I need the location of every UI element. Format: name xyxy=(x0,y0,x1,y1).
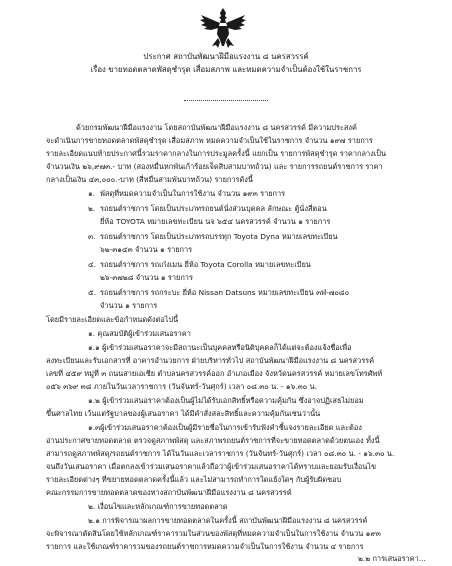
section-line: รายละเอียดต่างๆ ที่ขยายทอดตลาดครั้งนี้แล้ว และไม่สามารถทำการใดแย้งใดๆ กับผู้รับผิดชอบ xyxy=(46,475,342,484)
section-line: ลงทะเบียนและรับเอกสารที่ อาคารอำนวยการ ฝ่ายบริหารทั่วไป สถาบันพัฒนาฝีมือแรงงาน ๘ นครสวรรค์ xyxy=(46,356,375,365)
section-line: ๑.๑ ผู้เข้าร่วมเสนอราคาจะมีสถานะเป็นบุคคลหรือนิติบุคคลก็ได้แต่จะต้องแจ้งชื่อเพื่อ xyxy=(88,343,352,352)
list-item: ๕. รถยนต์ราชการ รถกระบะ ยี่ห้อ Nissan Datsuns หมายเลขทะเบียน ๓ฬ-๗๐๘๐ xyxy=(88,288,350,297)
section-line: เลขที่ ๔๕๙ หมู่ที่ ๓ ถนนสายเอเชีย ตำบลนครสวรรค์ออก อำเภอเมือง จังหวัดนครสวรรค์ หมายเลขโทรศัพท์ xyxy=(46,369,383,378)
section-line: อ่านประกาศขายทอดตลาด ตรวจดูสภาพพัสดุ และสภาพรถยนต์ราชการที่จะขายทอดตลาดด้วยตนเอง ทั้งนี้ xyxy=(46,436,380,445)
list-item: ๒. รถยนต์ราชการ โดยเป็นประเภทรถยนต์นั่งส่วนบุคคล ลักษณะ ตู้นั่งสี่ตอน xyxy=(88,204,327,213)
list-item: ๔. รถยนต์ราชการ รถเก๋งเมน ยี่ห้อ Toyota Corolla หมายเลขทะเบียน xyxy=(88,260,311,269)
announcement-title: ประกาศ สถาบันพัฒนาฝีมือแรงงาน ๘ นครสวรรค์ xyxy=(143,52,309,61)
list-item-continuation: จำนวน ๑ รายการ xyxy=(100,301,158,310)
details-intro: โดยมีรายละเอียดและข้อกำหนดดังต่อไปนี้ xyxy=(46,315,179,324)
announcement-subject: เรื่อง ขายทอดตลาดพัสดุชำรุด เสื่อมสภาพ และหมดความจำเป็นต้องใช้ในราชการ xyxy=(90,65,362,74)
section-line: ๑.๒ ผู้เข้าร่วมเสนอราคาต้องเป็นผู้ไม่ได้รับเอกสิทธิ์หรือความคุ้มกัน ซึ่งอาจปฏิเสธไม่ยอม xyxy=(88,396,364,405)
intro-line: จะดำเนินการขายทอดตลาดพัสดุชำรุด เสื่อมสภาพ หมดความจำเป็นใช้ในราชการ จำนวน ๑๙๗ รายการ xyxy=(46,136,373,145)
section-heading: ๒. เงื่อนไขและหลักเกณฑ์การขายทอดตลาด xyxy=(88,502,228,511)
continuation-marker: ๒.๒ การเสนอราคา... xyxy=(358,554,426,563)
list-item-continuation: ยี่ห้อ TOYOTA หมายเลขทะเบียน นจ ๖๕๔ นครสวรรค์ จำนวน ๑ รายการ xyxy=(100,217,331,226)
list-item: ๓. รถยนต์ราชการ โดยเป็นประเภทรถบรรทุก Toyota Dyna หมายเลขทะเบียน xyxy=(88,232,338,241)
section-line: ๐๕๖ ๓๖๙ ๓๘ ภายในวันเวลาราชการ (วันจันทร์-วันศุกร์) เวลา ๐๘.๓๐ น. - ๑๖.๓๐ น. xyxy=(46,382,317,391)
section-line: คณะกรรมการขายทอดตลาดของทางสถาบันพัฒนาฝีมือแรงงาน ๘ นครสวรรค์ xyxy=(46,488,292,497)
section-line: รายการ และใช้เกณฑ์ราคารวมของรถยนต์ราชการหมดความจำเป็นในการใช้งาน จำนวน ๔ รายการ xyxy=(46,542,364,551)
list-item-continuation: ๒๖-๓๗๒๘ จำนวน ๑ รายการ xyxy=(100,273,193,282)
list-item: ๑. พัสดุที่หมดความจำเป็นในการใช้งาน จำนวน ๑๙๓ รายการ xyxy=(88,189,286,198)
section-line: ๒.๑ การพิจารณาผลการขายทอดตลาดในครั้งนี้ สถาบันพัฒนาฝีมือแรงงาน ๘ นครสวรรค์ xyxy=(88,516,368,525)
garuda-emblem-icon xyxy=(198,4,248,50)
divider xyxy=(184,100,268,101)
intro-line: กลางเป็นเงิน ๔๓,๐๐๐.-บาท (สี่หมื่นสามพันบาทถ้วน) รายการดังนี้ xyxy=(46,175,253,184)
intro-line: รายละเอียดแนบท้ายประกาศนี้รวมราคากลางในการประมูลครั้งนี้ แยกเป็น รายการพัสดุชำรุด ราคากลางเป็น xyxy=(46,149,387,158)
section-line: ขึ้นศาลไทย เว้นแต่รัฐบาลของผู้เสนอราคา ได้มีคำสั่งสละสิทธิ์และความคุ้มกันเช่นว่านั้น xyxy=(46,409,321,418)
section-line: ๑.๓ผู้เข้าร่วมเสนอราคาต้องเป็นผู้มีรายชื่อในการเข้ารับฟังคำชี้แจงรายละเอียด และต้อง xyxy=(88,423,362,432)
section-heading: ๑. คุณสมบัติผู้เข้าร่วมเสนอราคา xyxy=(88,329,191,338)
intro-line: จำนวนเงิน ๒๖,๙๗๓.- บาท (สองหมื่นหกพันเก้าร้อยเจ็ดสิบสามบาทถ้วน) และ รายการรถยนต์ราชการ ราคา xyxy=(46,162,383,171)
section-line: สามารถดูสภาพพัสดุ/รถยนต์ราชการ ได้ในวันและเวลาราชการ (วันจันทร์-วันศุกร์) เวลา ๐๘.๓๐ น. - ๑๖.๓๐ น. xyxy=(46,449,395,458)
list-item-continuation: ๖๒-๓๑๔๓ จำนวน ๑ รายการ xyxy=(100,245,193,254)
section-line: จะพิจารณาตัดสินโดยใช้หลักเกณฑ์ราคารวมในส่วนของพัสดุที่หมดความจำเป็นในการใช้งาน จำนวน ๑๙๓ xyxy=(46,529,381,538)
intro-line: ด้วยกรมพัฒนาฝีมือแรงงาน โดยสถาบันพัฒนาฝีมือแรงงาน ๘ นครสวรรค์ มีความประสงค์ xyxy=(76,123,357,132)
section-line: จนถึงวันเสนอราคา เมื่อตกลงเข้าร่วมเสนอราคาแล้วถือว่าผู้เข้าร่วมเสนอราคาได้ทราบและยอมรับเงื่อนไข xyxy=(46,462,377,471)
